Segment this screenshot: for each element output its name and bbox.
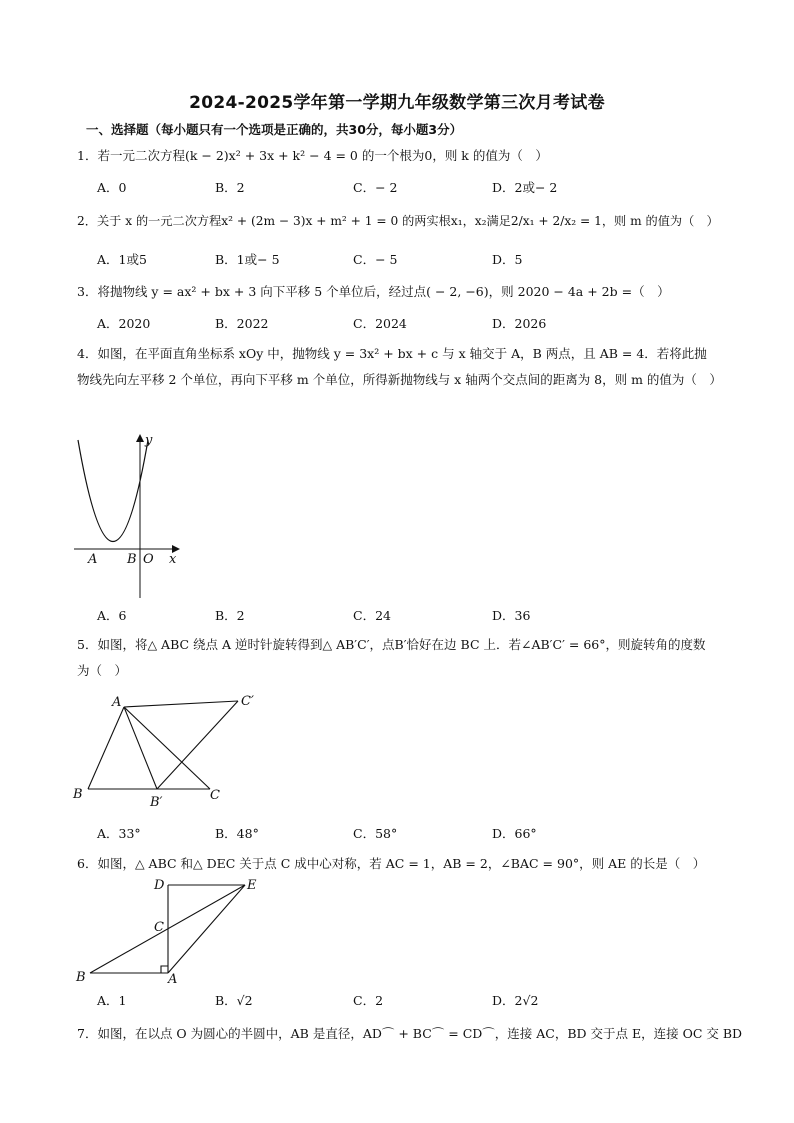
q5-option-c: C．58° [353, 826, 398, 841]
symmetry-figure [68, 873, 268, 985]
q4-option-c: C．24 [353, 608, 391, 623]
q1-option-d: D．2或− 2 [492, 180, 558, 195]
label-a: A [168, 972, 178, 985]
q3-option-a: A．2020 [97, 316, 151, 331]
label-x: x [169, 552, 177, 567]
question-1-text: 1．若一元二次方程(k − 2)x² + 3x + k² − 4 = 0 的一个根为0，则 k 的值为（ ） [77, 148, 548, 163]
q2-option-c: C．− 5 [353, 252, 398, 267]
q6-option-a: A．1 [97, 993, 127, 1008]
q1-option-a: A．0 [97, 180, 127, 195]
label-o: O [143, 552, 154, 567]
label-a: A [88, 552, 98, 567]
q3-option-b: B．2022 [215, 316, 269, 331]
q1-option-b: B．2 [215, 180, 245, 195]
q5-option-d: D．66° [492, 826, 537, 841]
label-c: C [210, 788, 220, 803]
q6-option-b: B．√2 [215, 993, 253, 1008]
question-6-text: 6．如图，△ ABC 和△ DEC 关于点 C 成中心对称，若 AC = 1，AB = 2，∠BAC = 90°，则 AE 的长是（ ） [77, 856, 706, 871]
question-5-text: 5．如图，将△ ABC 绕点 A 逆时针旋转得到△ AB′C′，点B′恰好在边 BC 上．若∠AB′C′ = 66°，则旋转角的度数为（ ） [77, 637, 706, 678]
label-a: A [112, 695, 122, 710]
label-c: C [154, 920, 164, 935]
q2-option-b: B．1或− 5 [215, 252, 280, 267]
y-axis-arrow [136, 434, 144, 442]
label-d: D [154, 878, 165, 893]
question-3-text: 3．将抛物线 y = ax² + bx + 3 向下平移 5 个单位后，经过点( − 2, −6)，则 2020 − 4a + 2b =（ ） [77, 284, 670, 299]
q1-option-c: C．− 2 [353, 180, 398, 195]
label-b-prime: B′ [150, 795, 163, 810]
label-y: y [145, 433, 153, 448]
parabola-curve [78, 440, 148, 542]
q6-option-d: D．2√2 [492, 993, 539, 1008]
q4-option-a: A．6 [97, 608, 127, 623]
page-title: 2024-2025学年第一学期九年级数学第三次月考试卷 [189, 93, 605, 113]
label-b: B [127, 552, 137, 567]
label-b: B [73, 787, 83, 802]
q5-option-a: A．33° [97, 826, 141, 841]
section-heading: 一、选择题（每小题只有一个选项是正确的，共30分，每小题3分） [86, 122, 463, 137]
q6-option-c: C．2 [353, 993, 384, 1008]
q2-option-a: A．1或5 [97, 252, 147, 267]
q4-option-d: D．36 [492, 608, 531, 623]
question-7-text: 7．如图，在以点 O 为圆心的半圆中，AB 是直径，AD⌒ + BC⌒ = CD⌒，连接 AC，BD 交于点 E，连接 OC 交 BD [77, 1026, 743, 1041]
q3-option-c: C．2024 [353, 316, 407, 331]
label-e: E [247, 878, 257, 893]
parabola-figure [68, 428, 188, 600]
q4-option-b: B．2 [215, 608, 245, 623]
label-c-prime: C′ [241, 694, 254, 709]
q3-option-d: D．2026 [492, 316, 547, 331]
q2-option-d: D．5 [492, 252, 523, 267]
q5-option-b: B．48° [215, 826, 259, 841]
question-4-text: 4．如图，在平面直角坐标系 xOy 中，抛物线 y = 3x² + bx + c 与 x 轴交于 A，B 两点，且 AB = 4．若将此抛物线先向左平移 2 个单位，再向下平移 m 个单位，所得新抛物线与 x 轴两个交点间的距离为 8，则 m 的值为（ ） [77, 346, 722, 387]
rotation-figure [68, 690, 268, 815]
label-b: B [76, 970, 86, 985]
question-2-text: 2．关于 x 的一元二次方程x² + (2m − 3)x + m² + 1 = 0 的两实根x₁，x₂满足2/x₁ + 2/x₂ = 1，则 m 的值为（ ） [77, 214, 719, 228]
